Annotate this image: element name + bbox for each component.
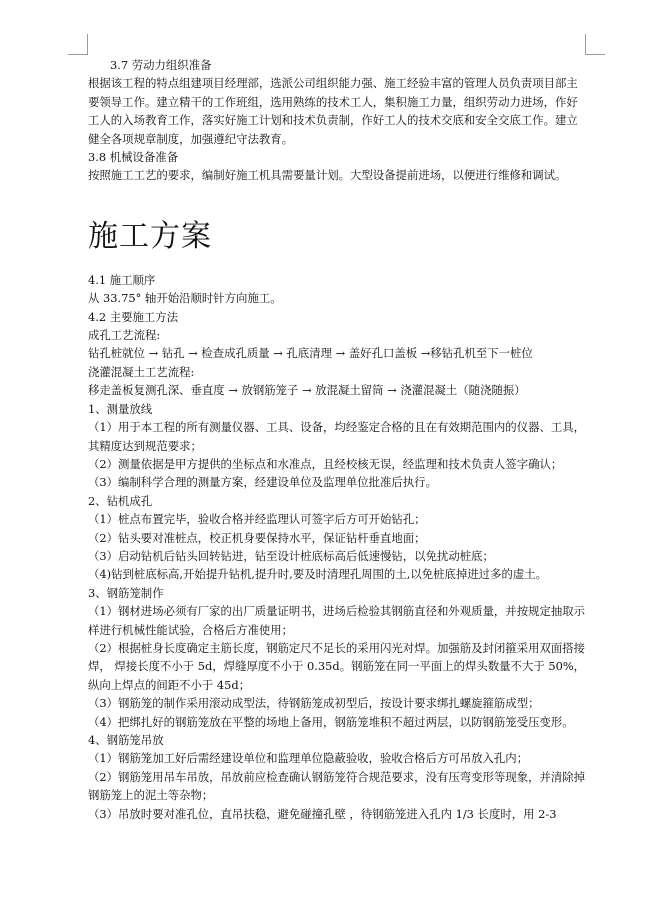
body-line: 3、钢筋笼制作: [88, 585, 164, 600]
body-line: 4、钢筋笼吊放: [88, 733, 164, 747]
body-line: 钻孔桩就位 → 钻孔 → 检查成孔质量 → 孔底清理 → 盖好孔口盖板 →移钻孔机至下一桩位: [88, 346, 533, 361]
body-line: 4.2 主要施工方法: [88, 309, 179, 324]
body-line: （3）启动钻机后钻头回转钻进，钻至设计桩底标高后低速慢钻，以免扰动桩底；: [88, 548, 494, 563]
body-line: （3）编制科学合理的测量方案，经建设单位及监理单位批准后执行。: [88, 475, 437, 490]
body-line: （4）把绑扎好的钢筋笼放在平整的场地上备用，钢筋笼堆积不超过两层，以防钢筋笼受压变形。: [88, 714, 574, 729]
body-line: （1）钢筋笼加工好后需经建设单位和监理单位隐蔽验收，验收合格后方可吊放入孔内；: [88, 751, 529, 766]
body-line: （2）钻头要对准桩点，校正机身要保持水平，保证钻杆垂直地面；: [88, 530, 426, 545]
body-line: （1）钢材进场必须有厂家的出厂质量证明书，进场后检验其钢筋直径和外观质量，并按规定抽取示样进行机械性能试验，合格后方准使用；: [88, 604, 586, 637]
body-line: 从 33.75° 轴开始沿顺时针方向施工。: [88, 291, 282, 306]
crop-mark-right-vertical: [585, 34, 586, 54]
paragraph-labor: 根据该工程的特点组建项目经理部，选派公司组织能力强、施工经验丰富的管理人员负责项目部主要领导工作。建立精干的工作班组，选用熟练的技术工人，集积施工力量，组织劳动力进场，作好工人的入场教育工作，落实好施工计划和技术负责制，作好工人的技术交底和安全交底工作。建立健全各项规章制度，加强遵纪守法教育。: [88, 76, 578, 146]
paragraph-equipment: 按照施工工艺的要求，编制好施工机具需要量计划。大型设备提前进场，以便进行维修和调试。: [88, 168, 567, 183]
chapter-title: 施工方案: [88, 218, 212, 254]
body-line: （1）桩点布置完毕，验收合格并经监理认可签字后方可开始钻孔；: [88, 512, 426, 527]
crop-mark-right-horizontal: [585, 54, 605, 55]
document-page: [88, 56, 588, 823]
body-line: （1）用于本工程的所有测量仪器、工具、设备，均经鉴定合格的且在有效期范围内的仪器、工具，其精度达到规范要求；: [88, 420, 586, 453]
crop-mark-left-vertical: [87, 34, 88, 54]
body-line: （2）测量依据是甲方提供的坐标点和水准点，且经校核无误，经监理和技术负责人签字确认；: [88, 456, 563, 471]
body-line: 成孔工艺流程:: [88, 328, 161, 343]
body-line: 4.1 施工顺序: [88, 272, 156, 287]
body-line: 1、测量放线: [88, 401, 153, 416]
section-heading-3-7: 3.7 劳动力组织准备: [110, 58, 212, 72]
body-line: 浇灌混凝土工艺流程:: [88, 364, 195, 379]
body-line: （2）钢筋笼用吊车吊放，吊放前应检查确认钢筋笼符合规范要求，没有压弯变形等现象，并清除掉钢筋笼上的泥土等杂物；: [88, 769, 586, 803]
body-line: 2、钻机成孔: [88, 493, 153, 508]
section-heading-3-8: 3.8 机械设备准备: [88, 150, 179, 165]
body-line: 移走盖板复测孔深、垂直度 → 放钢筋笼子 → 放混凝土留筒 → 浇灌混凝土（随浇随振）: [88, 383, 526, 398]
body-line: （4)钻到桩底标高,开始提升钻机,提升时,要及时清理孔周围的土,以免桩底掉进过多的虚土。: [88, 567, 548, 582]
body-line: （3）钢筋笼的制作采用滚动成型法，待钢筋笼成初型后，按设计要求绑扎螺旋箍筋成型；: [88, 696, 540, 711]
body-line: （3）吊放时要对准孔位，直吊扶稳，避免碰撞孔壁 ，待钢筋笼进入孔内 1/3 长度时，用 2-3: [88, 806, 557, 821]
body-line: （2）根据桩身长度确定主筋长度，钢筋定尺不足长的采用闪光对焊。加强筋及封闭箍采用双面搭接焊， 焊接长度不小于 5d，焊缝厚度不小于 0.35d。钢筋笼在同一平面上的焊头数量不大于 50%，纵向上焊点的间距不小于 45d；: [88, 640, 586, 692]
crop-mark-left-horizontal: [68, 54, 88, 55]
